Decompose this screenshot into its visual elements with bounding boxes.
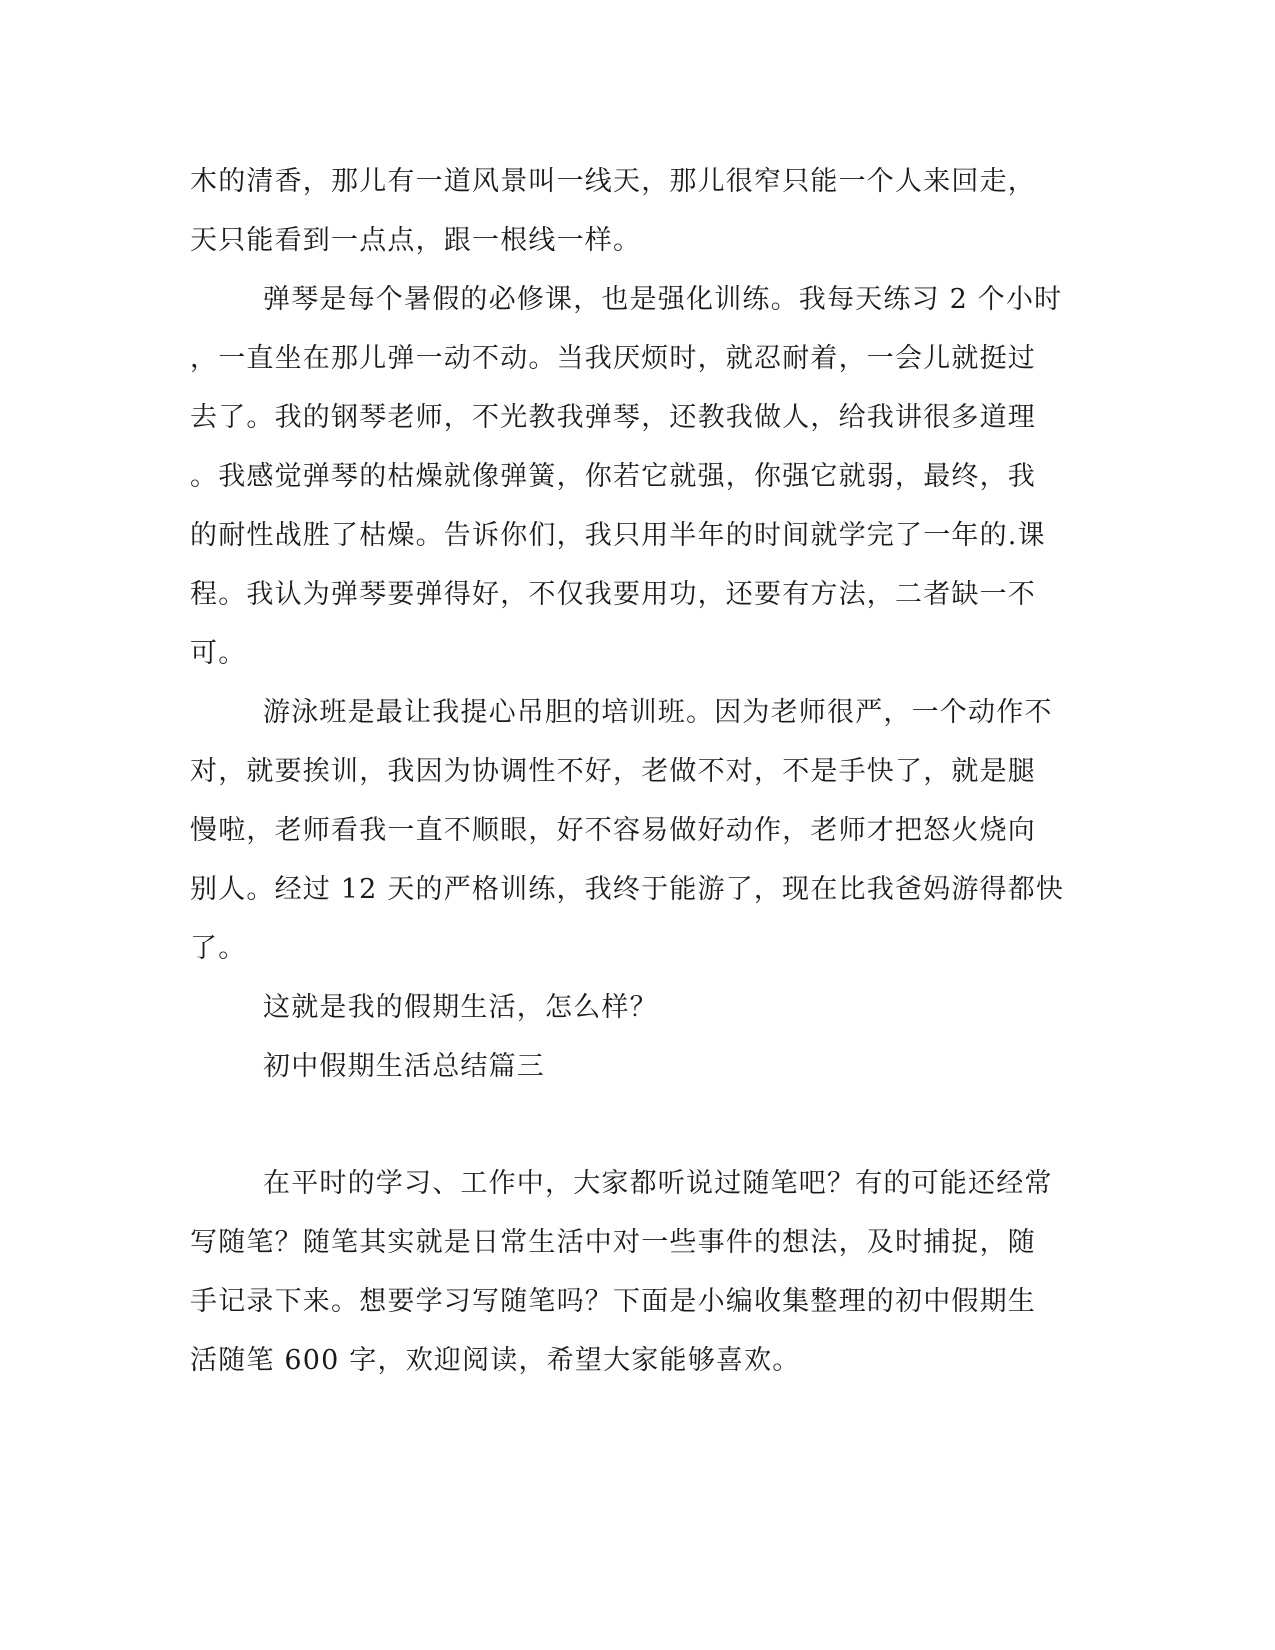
text-line: 慢啦，老师看我一直不顺眼，好不容易做好动作，老师才把怒火烧向	[190, 815, 1036, 846]
text-line: 。我感觉弹琴的枯燥就像弹簧，你若它就强，你强它就弱，最终，我	[190, 461, 1036, 492]
text-line: 程。我认为弹琴要弹得好，不仅我要用功，还要有方法，二者缺一不	[190, 579, 1036, 610]
text-line: 可。	[190, 638, 247, 669]
text-line: ，一直坐在那儿弹一动不动。当我厌烦时，就忍耐着，一会儿就挺过	[190, 343, 1036, 374]
text-line: 写随笔？随笔其实就是日常生活中对一些事件的想法，及时捕捉，随	[190, 1227, 1036, 1258]
text-line: 了。	[190, 933, 247, 964]
text-line: 天只能看到一点点，跟一根线一样。	[190, 225, 642, 256]
text-line: 对，就要挨训，我因为协调性不好，老做不对，不是手快了，就是腿	[190, 756, 1036, 787]
text-line: 手记录下来。想要学习写随笔吗？下面是小编收集整理的初中假期生	[190, 1286, 1036, 1317]
text-line: 的耐性战胜了枯燥。告诉你们，我只用半年的时间就学完了一年的.课	[190, 520, 1046, 551]
text-line: 别人。经过 12 天的严格训练，我终于能游了，现在比我爸妈游得都快	[190, 874, 1065, 905]
paragraph-start-line: 弹琴是每个暑假的必修课，也是强化训练。我每天练习 2 个小时	[263, 284, 1063, 315]
paragraph-start-line: 游泳班是最让我提心吊胆的培训班。因为老师很严，一个动作不	[263, 697, 1053, 728]
text-line: 去了。我的钢琴老师，不光教我弹琴，还教我做人，给我讲很多道理	[190, 402, 1036, 433]
text-line: 活随笔 600 字，欢迎阅读，希望大家能够喜欢。	[190, 1345, 801, 1376]
paragraph-start-line: 这就是我的假期生活，怎么样？	[263, 992, 658, 1023]
text-line: 木的清香，那儿有一道风景叫一线天，那儿很窄只能一个人来回走，	[190, 166, 1036, 197]
section-heading: 初中假期生活总结篇三	[263, 1051, 545, 1082]
paragraph-start-line: 在平时的学习、工作中，大家都听说过随笔吧？有的可能还经常	[263, 1168, 1053, 1199]
